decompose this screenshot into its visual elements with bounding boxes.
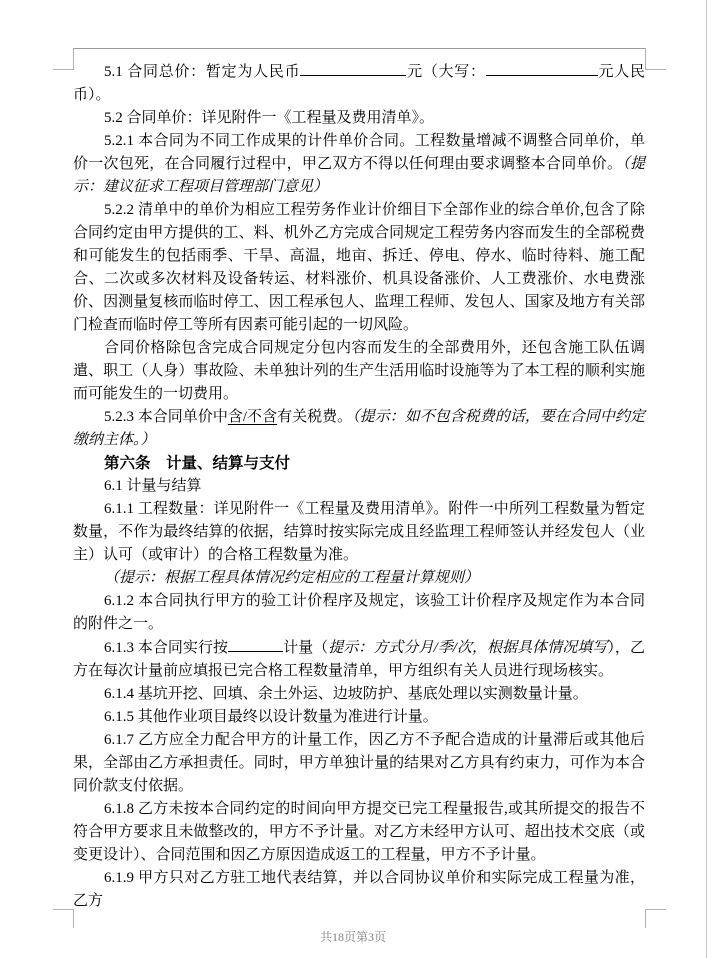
text-run: 6.1.9 甲方只对乙方驻工地代表结算，并以合同协议单价和实际完成工程量为准，乙方 [73, 870, 645, 909]
clause-6-1-1-hint [73, 567, 645, 590]
fill-in-blank[interactable] [486, 60, 598, 76]
page-footer [0, 928, 706, 945]
clause-5-2-2-cont [73, 337, 645, 406]
text-run: （提示：根据工程具体情况约定相应的工程量计算规则） [104, 570, 480, 586]
text-run: 6.1.2 本合同执行甲方的验工计价程序及规定，该验工计价程序及规定作为本合同的附件之一。 [73, 593, 645, 632]
text-run: （提示：建议征求工程项目管理部门意见） [73, 156, 645, 195]
crop-mark-top-right [645, 69, 666, 70]
clause-6-1-8 [73, 798, 645, 867]
clause-5-2-1 [73, 130, 645, 199]
text-run: 5.2.1 本合同为不同工作成果的计件单价合同。工程数量增减不调整合同单价，单价一次包死，在合同履行过程中，甲乙双方不得以任何理由要求调整本合同单价。 [73, 133, 645, 172]
clause-5-2-2 [73, 199, 645, 337]
clause-5-2-3 [73, 406, 645, 452]
text-run: 5.2.3 本合同单价中 [104, 409, 228, 425]
text-run: 含/不含 [227, 409, 278, 425]
clause-6-1-1 [73, 498, 645, 567]
text-run: 合同价格除包含完成合同规定分包内容而发生的全部费用外，还包含施工队伍调遣、职工（人身）事故险、未单独计列的生产生活用临时设施等为了本工程的顺利实施而可能发生的一切费用。 [73, 340, 645, 402]
clause-6-1-2 [73, 590, 645, 636]
text-run: 5.2.2 清单中的单价为相应工程劳务作业计价细目下全部作业的综合单价,包含了除合同约定由甲方提供的工、料、机外乙方完成合同规定工程劳务内容而发生的全部税费和可能发生的包括雨季、干旱、高温，地亩、拆迁、停电、停水、临时待料、施工配合、二次或多次材料及设备转运、材料涨价、机具设备涨价、人工费涨价、水电费涨价、因测量复核而临时停工、因工程承包人、监理工程师、发包人、国家及地方有关部门检查而临时停工等所有因素可能引起的一切风险。 [73, 202, 645, 333]
text-run: 元人民币）。 [73, 64, 645, 103]
text-run: 有关税费。 [277, 409, 353, 425]
text-run: 5.1 合同总价：暂定为人民币 [104, 64, 301, 80]
text-run: ），乙方在每次计量前应填报已完合格工程数量清单，甲方组织有关人员进行现场核实。 [73, 640, 645, 679]
clause-6-1 [73, 475, 645, 498]
page-right-edge-line [706, 0, 707, 958]
page-number-text: 共18页第3页 [319, 930, 386, 944]
text-run: 元（大写： [406, 64, 486, 80]
crop-mark-bottom-left [53, 909, 74, 910]
clause-6-1-5 [73, 706, 645, 729]
text-run: 提示：方式分月/季/次，根据具体情况填写 [328, 640, 608, 656]
text-run: 计量（ [283, 640, 329, 656]
fill-in-blank[interactable] [228, 636, 283, 652]
document-body[interactable] [73, 60, 645, 913]
text-run: （提示：如不包含税费的话，要在合同中约定缴纳主体。） [73, 409, 645, 448]
article-6-heading [73, 452, 645, 475]
clause-6-1-7 [73, 729, 645, 798]
text-run: 6.1 计量与结算 [104, 478, 202, 494]
header-boundary-line [73, 48, 645, 49]
text-run: 第六条 计量、结算与支付 [104, 455, 291, 472]
crop-mark-top-left [53, 69, 74, 70]
clause-5-1 [73, 60, 645, 107]
text-run: 6.1.4 基坑开挖、回填、余土外运、边坡防护、基底处理以实测数量计量。 [104, 686, 588, 702]
text-run: 6.1.5 其他作业项目最终以设计数量为准进行计量。 [104, 709, 438, 725]
clause-6-1-4 [73, 683, 645, 706]
crop-mark-top-right [645, 48, 646, 69]
crop-mark-bottom-right [645, 909, 646, 928]
clause-6-1-3 [73, 636, 645, 683]
text-run: 5.2 合同单价：详见附件一《工程量及费用清单》。 [104, 110, 435, 126]
clause-5-2 [73, 107, 645, 130]
text-run: 6.1.8 乙方未按本合同约定的时间向甲方提交已完工程量报告,或其所提交的报告不符合甲方要求且未做整改的，甲方不予计量。对乙方未经甲方认可、超出技术交底（或变更设计）、合同范围和因乙方原因造成返工的工程量，甲方不予计量。 [73, 801, 645, 863]
clause-6-1-9 [73, 867, 645, 913]
text-run: 6.1.3 本合同实行按 [104, 640, 229, 656]
text-run: 6.1.7 乙方应全力配合甲方的计量工作，因乙方不予配合造成的计量滞后或其他后果，全部由乙方承担责任。同时，甲方单独计量的结果对乙方具有约束力，可作为本合同价款支付依据。 [73, 732, 645, 794]
crop-mark-bottom-right [645, 909, 666, 910]
fill-in-blank[interactable] [300, 60, 406, 76]
text-run: 6.1.1 工程数量：详见附件一《工程量及费用清单》。附件一中所列工程数量为暂定数量，不作为最终结算的依据，结算时按实际完成且经监理工程师签认并经发包人（业主）认可（或审计）的合格工程数量为准。 [73, 501, 645, 563]
